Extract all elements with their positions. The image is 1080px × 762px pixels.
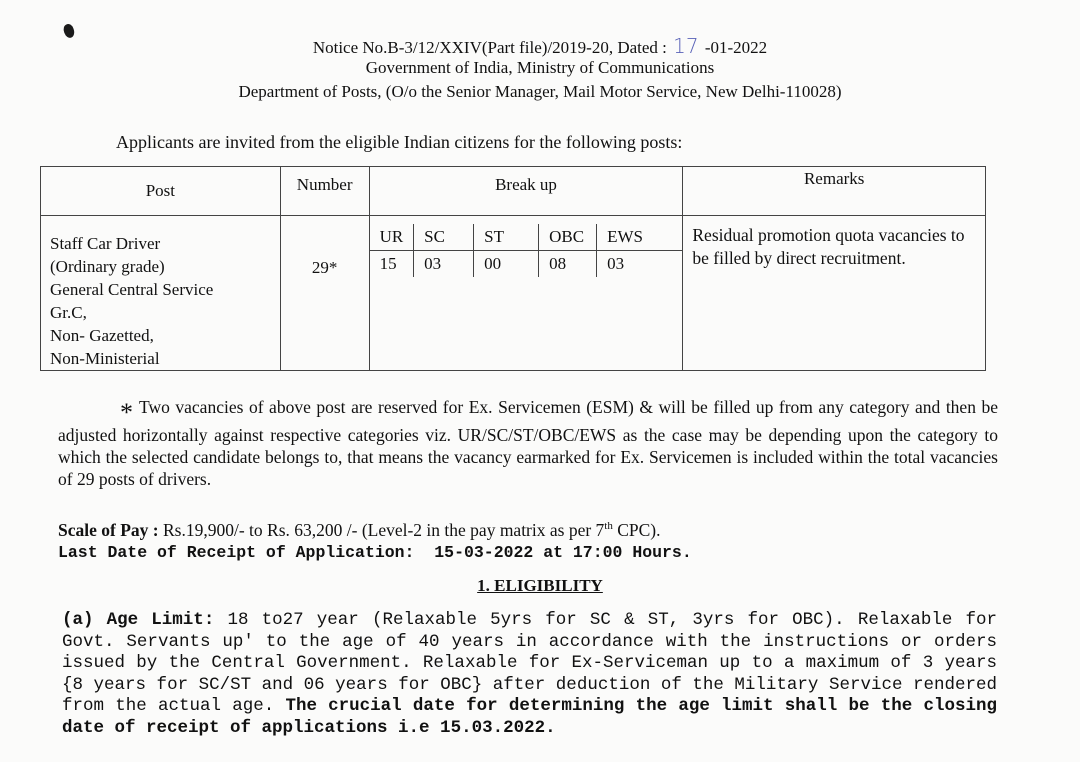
breakup-label-ur: UR [370, 224, 414, 251]
age-text: 18 to27 year (Relaxable 5yrs for SC & ST, 3yrs for OBC). Relaxable for Govt. Servants up' to the age of 40 years in accordance with the instructions or orders issued by the Central Government. Relaxable for Ex-Serviceman up to a maximum of 3 years {8 years for SC/ST and 06 years for OBC} after deduction of the Military Service rendered from the actual age. [62, 610, 997, 716]
remarks-text: Residual promotion quota vacancies to be filled by direct recruitment. [692, 225, 965, 268]
notice-line [0, 34, 1080, 58]
post-line: Non- Gazetted, [50, 326, 154, 345]
breakup-value-obc: 08 [539, 251, 597, 278]
breakup-label-st: ST [474, 224, 539, 251]
breakup-label-sc: SC [414, 224, 474, 251]
header-number: Number [280, 167, 369, 216]
breakup-value-ews: 03 [597, 251, 683, 278]
notice-date-suffix: -01-2022 [704, 38, 768, 57]
post-line: Gr.C, [50, 303, 87, 322]
breakup-table [370, 224, 683, 277]
number-cell [280, 216, 369, 371]
age-crucial: The crucial date for determining the age limit shall be the closing date of receipt of applications i.e 15.03.2022. [62, 696, 997, 738]
header-remarks: Remarks [683, 167, 986, 216]
section-title: 1. ELIGIBILITY [477, 576, 603, 595]
intro-text: Applicants are invited from the eligible Indian citizens for the following posts: [116, 132, 683, 152]
breakup-label-obc: OBC [539, 224, 597, 251]
posts-table [40, 166, 986, 371]
notice-number: Notice No.B-3/12/XXIV(Part file)/2019-20, Dated : [312, 38, 667, 57]
header-breakup: Break up [369, 167, 683, 216]
post-cell [41, 216, 281, 371]
breakup-value-ur: 15 [379, 254, 397, 273]
breakup-cell [369, 216, 683, 371]
last-date-value: 15-03-2022 at 17:00 Hours. [434, 543, 692, 562]
post-line: Staff Car Driver [50, 234, 161, 253]
remarks-cell [683, 216, 986, 371]
pay-suffix: CPC). [617, 520, 661, 540]
footnote-text: Two vacancies of above post are reserved for Ex. Servicemen (ESM) & will be filled up from any category and then be adjusted horizontally against respective categories viz. UR/SC/ST/OBC/EWS as the case may be depending upon the category to which the selected candidate belongs to, that means the vacancy earmarked for Ex. Servicemen is included within the total vacancies of 29 posts of drivers. [58, 397, 998, 489]
post-line: (Ordinary grade) [50, 257, 165, 276]
vacancy-count: 29* [311, 258, 338, 277]
header-post: Post [41, 167, 281, 216]
last-date-label: Last Date of Receipt of Application: [58, 543, 415, 562]
breakup-value-sc: 03 [414, 251, 474, 278]
breakup-label-ews: EWS [597, 224, 683, 251]
age-label: (a) Age Limit: [62, 610, 215, 630]
last-date-line [58, 543, 692, 562]
age-limit-paragraph [62, 610, 997, 739]
pay-text: Rs.19,900/- to Rs. 63,200 /- (Level-2 in the pay matrix as per 7 [162, 520, 605, 540]
breakup-value-st: 00 [474, 251, 539, 278]
post-line: General Central Service [50, 280, 214, 299]
ministry-line: Government of India, Ministry of Communications [365, 58, 715, 77]
post-line: Non-Ministerial [50, 349, 160, 368]
asterisk: * [120, 398, 133, 427]
pay-sup: th [604, 520, 613, 533]
pay-label: Scale of Pay : [58, 520, 159, 540]
handwritten-day: 17 [673, 34, 699, 58]
footnote-paragraph [58, 396, 998, 490]
department-line: Department of Posts, (O/o the Senior Manager, Mail Motor Service, New Delhi-110028) [238, 82, 842, 101]
pay-scale-line [58, 520, 661, 541]
